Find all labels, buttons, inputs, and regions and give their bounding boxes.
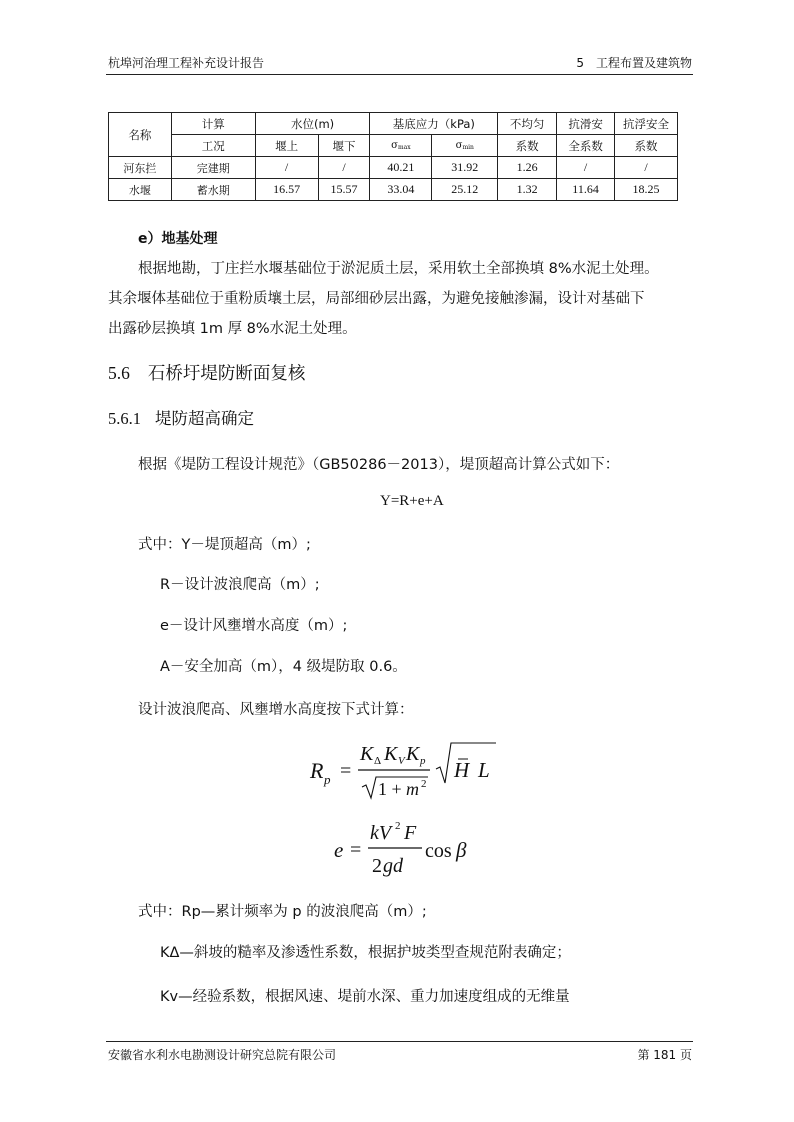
header-rule	[106, 74, 693, 75]
cond-cell: 完建期	[171, 157, 255, 179]
svg-text:K: K	[360, 743, 374, 765]
weir-stability-table	[108, 112, 678, 201]
col-stress-header: 基底应力（kPa)	[370, 113, 498, 135]
svg-text:K: K	[406, 743, 420, 765]
slide-cell: /	[557, 157, 615, 179]
float-cell: 18.25	[615, 179, 678, 201]
weir-down-cell: 15.57	[318, 179, 370, 201]
svg-text:K: K	[384, 743, 398, 765]
header-right: 5 工程布置及建筑物	[576, 56, 692, 70]
svg-text:=: =	[350, 839, 362, 861]
intro-line: 根据《堤防工程设计规范》（GB50286－2013），堤顶超高计算公式如下：	[138, 457, 620, 473]
smax-cell: 33.04	[370, 179, 432, 201]
header-left: 杭埠河治理工程补充设计报告	[108, 56, 265, 70]
weir-up-cell: 16.57	[255, 179, 318, 201]
col-water-header: 水位(m)	[255, 113, 370, 135]
sigma-symbol: σ	[455, 140, 463, 151]
slide-cell: 11.64	[557, 179, 615, 201]
col-float-header-1: 抗浮安全	[615, 113, 678, 135]
page-number: 第 181 页	[637, 1048, 692, 1062]
col-smin-header	[432, 135, 498, 157]
sigma-max-subscript: max	[397, 144, 411, 151]
section-title: 堤防超高确定	[155, 409, 254, 428]
kv-definition: Kv—经验系数，根据风速、堤前水深、重力加速度组成的无维量	[160, 989, 570, 1005]
section-heading-5-6	[108, 360, 305, 385]
uneven-cell: 1.32	[498, 179, 557, 201]
table-row	[109, 179, 678, 201]
footer-left: 安徽省水利水电勘测设计研究总院有限公司	[108, 1048, 337, 1062]
col-uneven-header-1: 不均匀	[498, 113, 557, 135]
where2-line: 式中：Rp—累计频率为 p 的波浪爬高（m）;	[138, 904, 427, 920]
section-title: 石桥圩堤防断面复核	[147, 364, 306, 384]
smax-cell: 40.21	[370, 157, 432, 179]
svg-text:p: p	[420, 755, 426, 767]
svg-text:F: F	[404, 822, 417, 844]
calc-intro-line: 设计波浪爬高、风壅增水高度按下式计算：	[138, 702, 414, 718]
svg-text:kV: kV	[370, 822, 392, 844]
col-calc-header-1: 计算	[171, 113, 255, 135]
section-number: 5.6	[108, 363, 130, 383]
svg-text:L: L	[478, 758, 490, 782]
col-slide-header-1: 抗滑安	[557, 113, 615, 135]
e-definition: e－设计风壅增水高度（m）;	[160, 618, 348, 634]
col-float-header-2: 系数	[615, 135, 678, 157]
svg-text:p: p	[324, 772, 331, 787]
section-number: 5.6.1	[108, 409, 141, 428]
col-smax-header	[370, 135, 432, 157]
name-cell-2: 水堰	[109, 179, 172, 201]
paragraph-line: 根据地勘，丁庄拦水堰基础位于淤泥质土层，采用软土全部换填 8%水泥土处理。	[138, 261, 659, 277]
svg-text:2: 2	[372, 855, 382, 877]
svg-text:e: e	[334, 838, 344, 862]
weir-up-cell: /	[255, 157, 318, 179]
a-definition: A－安全加高（m），4 级堤防取 0.6。	[160, 659, 407, 675]
weir-down-cell: /	[318, 157, 370, 179]
table-row	[109, 157, 678, 179]
section-heading-5-6-1	[108, 405, 254, 429]
svg-text:2: 2	[395, 820, 401, 832]
col-name-header: 名称	[109, 113, 172, 157]
k-delta-definition: KΔ—斜坡的糙率及渗透性系数，根据护坡类型查规范附表确定；	[160, 945, 571, 961]
col-uneven-header-2: 系数	[498, 135, 557, 157]
table-header-row-1	[109, 113, 678, 135]
wave-runup-equation	[300, 735, 510, 805]
svg-text:2: 2	[421, 778, 427, 790]
where-line: 式中：Y－堤顶超高（m）;	[138, 537, 311, 553]
sigma-symbol: σ	[391, 140, 398, 151]
col-calc-header-2: 工况	[171, 135, 255, 157]
table-header-row-2	[109, 135, 678, 157]
svg-text:=: =	[340, 760, 352, 782]
svg-text:Δ: Δ	[374, 755, 382, 767]
smin-cell: 31.92	[432, 157, 498, 179]
sigma-min-subscript: min	[462, 144, 474, 151]
uneven-cell: 1.26	[498, 157, 557, 179]
svg-text:R: R	[310, 758, 324, 783]
float-cell: /	[615, 157, 678, 179]
svg-text:V: V	[398, 755, 405, 767]
col-weir-down-header: 堰下	[318, 135, 370, 157]
cond-cell: 蓄水期	[171, 179, 255, 201]
paragraph-line: 出露砂层换填 1m 厚 8%水泥土处理。	[108, 321, 357, 337]
smin-cell: 25.12	[432, 179, 498, 201]
col-weir-up-header: 堰上	[255, 135, 318, 157]
col-slide-header-2: 全系数	[557, 135, 615, 157]
svg-text:gd: gd	[383, 855, 403, 877]
subsection-e-title: e）地基处理	[138, 231, 218, 247]
r-definition: R－设计波浪爬高（m）;	[160, 577, 320, 593]
foundation-paragraph	[108, 254, 694, 344]
svg-text:cos: cos	[425, 840, 452, 862]
svg-text:m: m	[406, 779, 419, 799]
wind-setup-equation	[328, 815, 488, 883]
svg-text:β: β	[456, 838, 467, 862]
svg-text:1 +: 1 +	[378, 779, 402, 799]
name-cell-1: 河东拦	[109, 157, 172, 179]
freeboard-formula: Y=R+e+A	[380, 493, 444, 509]
footer-rule	[106, 1041, 693, 1042]
svg-text:H: H	[454, 758, 470, 782]
paragraph-line: 其余堰体基础位于重粉质壤土层，局部细砂层出露，为避免接触渗漏，设计对基础下	[108, 291, 645, 307]
